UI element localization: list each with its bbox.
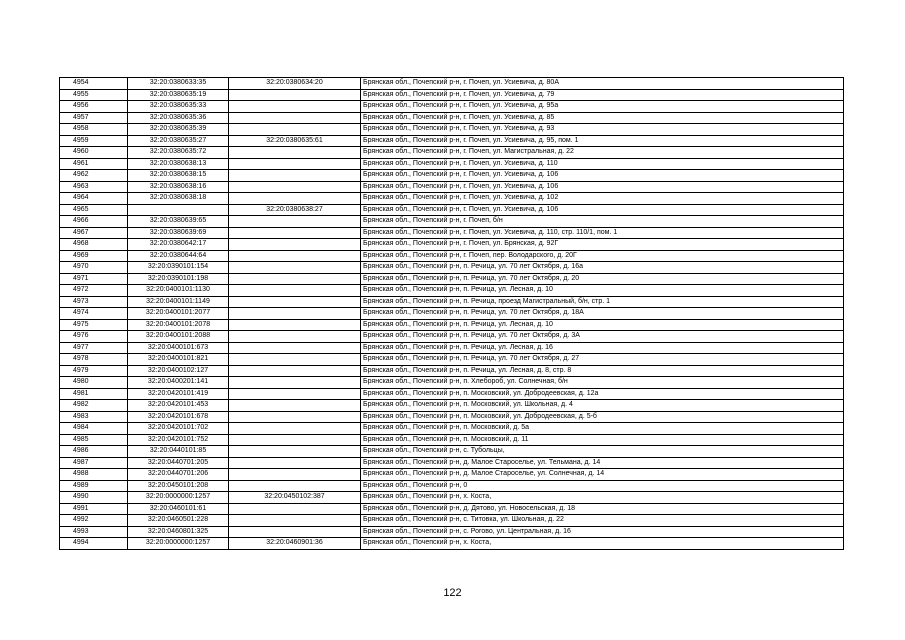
parent-cadastral-number-cell [229, 239, 361, 251]
table-row [60, 112, 844, 124]
table-row [60, 78, 844, 90]
row-number-cell: 4963 [60, 181, 128, 193]
table-row [60, 262, 844, 274]
address-cell: Брянская обл., Почепский р-н, х. Коста, [361, 538, 844, 550]
table-row [60, 124, 844, 136]
address-cell: Брянская обл., Почепский р-н, х. Коста, [361, 492, 844, 504]
row-number-cell: 4967 [60, 227, 128, 239]
parent-cadastral-number-cell [229, 469, 361, 481]
parent-cadastral-number-cell [229, 216, 361, 228]
row-number-cell: 4962 [60, 170, 128, 182]
table-row [60, 147, 844, 159]
address-cell: Брянская обл., Почепский р-н, г. Почеп, ул. Усиевича, д. 79 [361, 89, 844, 101]
parent-cadastral-number-cell [229, 181, 361, 193]
address-cell: Брянская обл., Почепский р-н, г. Почеп, ул. Усиевича, д. 95а [361, 101, 844, 113]
row-number-cell: 4971 [60, 273, 128, 285]
address-cell: Брянская обл., Почепский р-н, п. Речица, ул. Лесная, д. 16 [361, 342, 844, 354]
parent-cadastral-number-cell [229, 147, 361, 159]
parent-cadastral-number-cell [229, 101, 361, 113]
address-cell: Брянская обл., Почепский р-н, п. Хлебороб, ул. Солнечная, б/н [361, 377, 844, 389]
table-row [60, 411, 844, 423]
address-cell: Брянская обл., Почепский р-н, п. Московский, д. 11 [361, 434, 844, 446]
table-row [60, 308, 844, 320]
parent-cadastral-number-cell [229, 388, 361, 400]
cadastral-number-cell: 32:20:0420101:678 [128, 411, 229, 423]
parent-cadastral-number-cell [229, 423, 361, 435]
cadastral-number-cell: 32:20:0380635:19 [128, 89, 229, 101]
cadastral-number-cell: 32:20:0440701:205 [128, 457, 229, 469]
row-number-cell: 4976 [60, 331, 128, 343]
row-number-cell: 4954 [60, 78, 128, 90]
cadastral-number-cell: 32:20:0000000:1257 [128, 492, 229, 504]
parent-cadastral-number-cell [229, 227, 361, 239]
cadastral-number-cell: 32:20:0380638:18 [128, 193, 229, 205]
row-number-cell: 4984 [60, 423, 128, 435]
parent-cadastral-number-cell [229, 170, 361, 182]
parent-cadastral-number-cell [229, 480, 361, 492]
parent-cadastral-number-cell [229, 400, 361, 412]
table-row [60, 388, 844, 400]
address-cell: Брянская обл., Почепский р-н, г. Почеп, пер. Володарского, д. 20Г [361, 250, 844, 262]
table-row [60, 377, 844, 389]
parent-cadastral-number-cell [229, 365, 361, 377]
cadastral-number-cell: 32:20:0380635:33 [128, 101, 229, 113]
parent-cadastral-number-cell: 32:20:0380638:27 [229, 204, 361, 216]
parent-cadastral-number-cell [229, 354, 361, 366]
address-cell: Брянская обл., Почепский р-н, г. Почеп, ул. Усиевича, д. 106 [361, 170, 844, 182]
table-row [60, 101, 844, 113]
address-cell: Брянская обл., Почепский р-н, п. Московский, ул. Школьная, д. 4 [361, 400, 844, 412]
cadastral-number-cell: 32:20:0000000:1257 [128, 538, 229, 550]
address-cell: Брянская обл., Почепский р-н, г. Почеп, б/н [361, 216, 844, 228]
cadastral-number-cell: 32:20:0380635:72 [128, 147, 229, 159]
row-number-cell: 4970 [60, 262, 128, 274]
cadastral-number-cell: 32:20:0380638:13 [128, 158, 229, 170]
cadastral-number-cell: 32:20:0420101:419 [128, 388, 229, 400]
table-row [60, 354, 844, 366]
parent-cadastral-number-cell [229, 319, 361, 331]
table-row [60, 273, 844, 285]
address-cell: Брянская обл., Почепский р-н, п. Московский, ул. Добродеевская, д. 12а [361, 388, 844, 400]
cadastral-number-cell: 32:20:0400101:2088 [128, 331, 229, 343]
row-number-cell: 4994 [60, 538, 128, 550]
table-body [60, 78, 844, 550]
row-number-cell: 4972 [60, 285, 128, 297]
table-row [60, 492, 844, 504]
address-cell: Брянская обл., Почепский р-н, 0 [361, 480, 844, 492]
address-cell: Брянская обл., Почепский р-н, д. Дятово, ул. Новосельская, д. 18 [361, 503, 844, 515]
cadastral-number-cell: 32:20:0400201:141 [128, 377, 229, 389]
parent-cadastral-number-cell [229, 296, 361, 308]
cadastral-number-cell: 32:20:0440101:85 [128, 446, 229, 458]
table-row [60, 135, 844, 147]
cadastral-number-cell: 32:20:0380642:17 [128, 239, 229, 251]
parent-cadastral-number-cell [229, 273, 361, 285]
row-number-cell: 4983 [60, 411, 128, 423]
row-number-cell: 4965 [60, 204, 128, 216]
address-cell: Брянская обл., Почепский р-н, с. Рогово, ул. Центральная, д. 16 [361, 526, 844, 538]
row-number-cell: 4991 [60, 503, 128, 515]
address-cell: Брянская обл., Почепский р-н, г. Почеп, ул. Усиевича, д. 110, стр. 110/1, пом. 1 [361, 227, 844, 239]
address-cell: Брянская обл., Почепский р-н, п. Речица, ул. 70 лет Октября, д. 3А [361, 331, 844, 343]
parent-cadastral-number-cell [229, 503, 361, 515]
table-row [60, 170, 844, 182]
address-cell: Брянская обл., Почепский р-н, г. Почеп, ул. Усиевича, д. 106 [361, 181, 844, 193]
row-number-cell: 4980 [60, 377, 128, 389]
row-number-cell: 4979 [60, 365, 128, 377]
cadastral-number-cell: 32:20:0380635:39 [128, 124, 229, 136]
cadastral-number-cell: 32:20:0420101:752 [128, 434, 229, 446]
table-row [60, 319, 844, 331]
table-row [60, 193, 844, 205]
address-cell: Брянская обл., Почепский р-н, г. Почеп, ул. Усиевича, д. 95, пом. 1 [361, 135, 844, 147]
row-number-cell: 4977 [60, 342, 128, 354]
parent-cadastral-number-cell [229, 515, 361, 527]
table-row [60, 423, 844, 435]
parent-cadastral-number-cell [229, 308, 361, 320]
address-cell: Брянская обл., Почепский р-н, с. Титовка, ул. Школьная, д. 22 [361, 515, 844, 527]
cadastral-number-cell: 32:20:0380635:36 [128, 112, 229, 124]
table-row [60, 538, 844, 550]
table-row [60, 331, 844, 343]
address-cell: Брянская обл., Почепский р-н, п. Речица, ул. 70 лет Октября, д. 27 [361, 354, 844, 366]
address-cell: Брянская обл., Почепский р-н, г. Почеп, ул. Магистральная, д. 22 [361, 147, 844, 159]
parent-cadastral-number-cell [229, 526, 361, 538]
table-row [60, 204, 844, 216]
cadastral-number-cell: 32:20:0440701:206 [128, 469, 229, 481]
address-cell: Брянская обл., Почепский р-н, п. Речица, проезд Магистральный, б/н, стр. 1 [361, 296, 844, 308]
address-cell: Брянская обл., Почепский р-н, г. Почеп, ул. Усиевича, д. 110 [361, 158, 844, 170]
table-row [60, 446, 844, 458]
parent-cadastral-number-cell [229, 112, 361, 124]
parent-cadastral-number-cell [229, 262, 361, 274]
table-row [60, 296, 844, 308]
parent-cadastral-number-cell [229, 377, 361, 389]
row-number-cell: 4989 [60, 480, 128, 492]
cadastral-number-cell: 32:20:0390101:198 [128, 273, 229, 285]
row-number-cell: 4992 [60, 515, 128, 527]
cadastral-number-cell: 32:20:0380635:27 [128, 135, 229, 147]
cadastral-number-cell: 32:20:0460801:325 [128, 526, 229, 538]
table-row [60, 400, 844, 412]
row-number-cell: 4993 [60, 526, 128, 538]
cadastral-number-cell: 32:20:0400101:1130 [128, 285, 229, 297]
row-number-cell: 4966 [60, 216, 128, 228]
row-number-cell: 4964 [60, 193, 128, 205]
address-cell: Брянская обл., Почепский р-н, г. Почеп, ул. Брянская, д. 92Г [361, 239, 844, 251]
row-number-cell: 4961 [60, 158, 128, 170]
address-cell: Брянская обл., Почепский р-н, п. Речица, ул. Лесная, д. 10 [361, 285, 844, 297]
cadastral-number-cell: 32:20:0400101:1149 [128, 296, 229, 308]
row-number-cell: 4973 [60, 296, 128, 308]
address-cell: Брянская обл., Почепский р-н, п. Речица, ул. Лесная, д. 10 [361, 319, 844, 331]
parent-cadastral-number-cell: 32:20:0460901:36 [229, 538, 361, 550]
address-cell: Брянская обл., Почепский р-н, д. Малое Староселье, ул. Тельмана, д. 14 [361, 457, 844, 469]
table-row [60, 469, 844, 481]
page-number: 122 [443, 587, 462, 599]
table-row [60, 216, 844, 228]
address-cell: Брянская обл., Почепский р-н, п. Речица, ул. 70 лет Октября, д. 18А [361, 308, 844, 320]
table-row [60, 365, 844, 377]
cadastral-number-cell: 32:20:0400101:673 [128, 342, 229, 354]
row-number-cell: 4986 [60, 446, 128, 458]
cadastral-number-cell: 32:20:0460101:61 [128, 503, 229, 515]
row-number-cell: 4969 [60, 250, 128, 262]
parent-cadastral-number-cell [229, 331, 361, 343]
address-cell: Брянская обл., Почепский р-н, п. Московский, д. 5а [361, 423, 844, 435]
cadastral-table [59, 77, 844, 550]
table-row [60, 181, 844, 193]
cadastral-number-cell [128, 204, 229, 216]
table-row [60, 515, 844, 527]
row-number-cell: 4960 [60, 147, 128, 159]
row-number-cell: 4956 [60, 101, 128, 113]
address-cell: Брянская обл., Почепский р-н, г. Почеп, ул. Усиевича, д. 80А [361, 78, 844, 90]
cadastral-number-cell: 32:20:0420101:453 [128, 400, 229, 412]
cadastral-number-cell: 32:20:0460501:228 [128, 515, 229, 527]
cadastral-number-cell: 32:20:0450101:208 [128, 480, 229, 492]
parent-cadastral-number-cell [229, 411, 361, 423]
address-cell: Брянская обл., Почепский р-н, д. Малое Староселье, ул. Солнечная, д. 14 [361, 469, 844, 481]
row-number-cell: 4981 [60, 388, 128, 400]
row-number-cell: 4968 [60, 239, 128, 251]
cadastral-number-cell: 32:20:0380638:15 [128, 170, 229, 182]
table-row [60, 503, 844, 515]
row-number-cell: 4985 [60, 434, 128, 446]
cadastral-number-cell: 32:20:0380633:35 [128, 78, 229, 90]
table-row [60, 239, 844, 251]
row-number-cell: 4958 [60, 124, 128, 136]
table-row [60, 89, 844, 101]
table-row [60, 227, 844, 239]
address-cell: Брянская обл., Почепский р-н, п. Речица, ул. 70 лет Октября, д. 16а [361, 262, 844, 274]
cadastral-number-cell: 32:20:0420101:702 [128, 423, 229, 435]
address-cell: Брянская обл., Почепский р-н, г. Почеп, ул. Усиевича, д. 93 [361, 124, 844, 136]
cadastral-number-cell: 32:20:0380644:64 [128, 250, 229, 262]
address-cell: Брянская обл., Почепский р-н, г. Почеп, ул. Усиевича, д. 106 [361, 204, 844, 216]
parent-cadastral-number-cell [229, 158, 361, 170]
row-number-cell: 4987 [60, 457, 128, 469]
cadastral-number-cell: 32:20:0400101:821 [128, 354, 229, 366]
cadastral-number-cell: 32:20:0400101:2078 [128, 319, 229, 331]
address-cell: Брянская обл., Почепский р-н, п. Речица, ул. 70 лет Октября, д. 20 [361, 273, 844, 285]
row-number-cell: 4988 [60, 469, 128, 481]
row-number-cell: 4990 [60, 492, 128, 504]
cadastral-number-cell: 32:20:0380639:65 [128, 216, 229, 228]
row-number-cell: 4974 [60, 308, 128, 320]
table-row [60, 250, 844, 262]
table-row [60, 526, 844, 538]
parent-cadastral-number-cell [229, 193, 361, 205]
table-row [60, 434, 844, 446]
cadastral-number-cell: 32:20:0390101:154 [128, 262, 229, 274]
cadastral-number-cell: 32:20:0380639:69 [128, 227, 229, 239]
parent-cadastral-number-cell [229, 285, 361, 297]
address-cell: Брянская обл., Почепский р-н, п. Московский, ул. Добродеевская, д. 5-б [361, 411, 844, 423]
parent-cadastral-number-cell [229, 89, 361, 101]
cadastral-number-cell: 32:20:0400101:2077 [128, 308, 229, 320]
parent-cadastral-number-cell [229, 250, 361, 262]
table-row [60, 480, 844, 492]
address-cell: Брянская обл., Почепский р-н, г. Почеп, ул. Усиевича, д. 85 [361, 112, 844, 124]
table-row [60, 158, 844, 170]
table-row [60, 457, 844, 469]
parent-cadastral-number-cell [229, 124, 361, 136]
row-number-cell: 4957 [60, 112, 128, 124]
parent-cadastral-number-cell: 32:20:0380634:20 [229, 78, 361, 90]
row-number-cell: 4959 [60, 135, 128, 147]
cadastral-number-cell: 32:20:0380638:16 [128, 181, 229, 193]
cadastral-number-cell: 32:20:0400102:127 [128, 365, 229, 377]
row-number-cell: 4975 [60, 319, 128, 331]
parent-cadastral-number-cell: 32:20:0380635:61 [229, 135, 361, 147]
parent-cadastral-number-cell [229, 434, 361, 446]
address-cell: Брянская обл., Почепский р-н, п. Речица, ул. Лесная, д. 8, стр. 8 [361, 365, 844, 377]
address-cell: Брянская обл., Почепский р-н, г. Почеп, ул. Усиевича, д. 102 [361, 193, 844, 205]
table-row [60, 285, 844, 297]
parent-cadastral-number-cell: 32:20:0450102:387 [229, 492, 361, 504]
parent-cadastral-number-cell [229, 446, 361, 458]
parent-cadastral-number-cell [229, 342, 361, 354]
row-number-cell: 4955 [60, 89, 128, 101]
parent-cadastral-number-cell [229, 457, 361, 469]
row-number-cell: 4978 [60, 354, 128, 366]
row-number-cell: 4982 [60, 400, 128, 412]
address-cell: Брянская обл., Почепский р-н, с. Тубольцы, [361, 446, 844, 458]
table-row [60, 342, 844, 354]
